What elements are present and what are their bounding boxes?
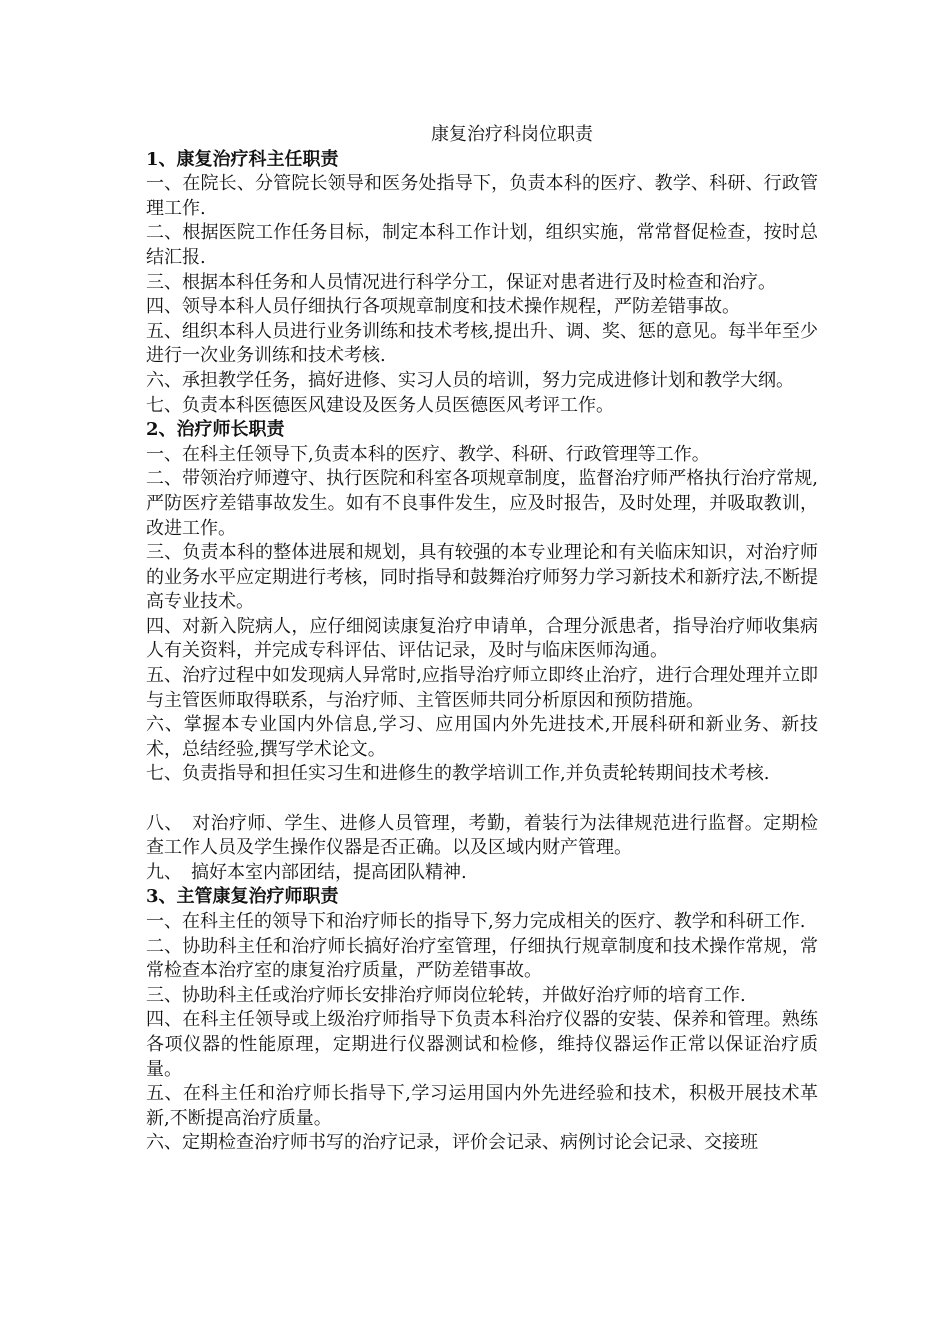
paragraph: 一、在院长、分管院长领导和医务处指导下，负责本科的医疗、教学、科研、行政管理工作. (146, 173, 818, 219)
paragraph: 一、在科主任的领导下和治疗师长的指导下,努力完成相关的医疗、教学和科研工作. (146, 911, 806, 932)
paragraph: 六、掌握本专业国内外信息,学习、应用国内外先进技术,开展科研和新业务、新技术，总结经验,撰写学术论文。 (146, 714, 818, 760)
document-body (146, 123, 818, 1156)
paragraph: 二、带领治疗师遵守、执行医院和科室各项规章制度，监督治疗师严格执行治疗常规,严防医疗差错事故发生。如有不良事件发生，应及时报告，及时处理，并吸取教训，改进工作。 (146, 468, 818, 539)
paragraph: 四、在科主任领导或上级治疗师指导下负责本科治疗仪器的安装、保养和管理。熟练各项仪器的性能原理，定期进行仪器测试和检修，维持仪器运作正常以保证治疗质量。 (146, 1009, 818, 1080)
paragraph: 六、承担教学任务，搞好进修、实习人员的培训，努力完成进修计划和教学大纲。 (146, 369, 794, 391)
paragraph: 五、组织本科人员进行业务训练和技术考核,提出升、调、奖、惩的意见。每半年至少进行一次业务训练和技术考核. (146, 320, 818, 367)
section-heading: 3、主管康复治疗师职责 (146, 886, 339, 908)
paragraph: 三、根据本科任务和人员情况进行科学分工，保证对患者进行及时检查和治疗。 (146, 271, 776, 293)
paragraph: 三、负责本科的整体进展和规划，具有较强的本专业理论和有关临床知识，对治疗师的业务水平应定期进行考核，同时指导和鼓舞治疗师努力学习新技术和新疗法,不断提高专业技术。 (146, 542, 818, 613)
paragraph: 八、 对治疗师、学生、进修人员管理，考勤，着装行为法律规范进行监督。定期检查工作人员及学生操作仪器是否正确。以及区域内财产管理。 (146, 812, 818, 859)
paragraph: 四、领导本科人员仔细执行各项规章制度和技术操作规程，严防差错事故。 (146, 296, 740, 318)
blank-line (146, 787, 818, 812)
paragraph: 九、 搞好本室内部团结，提高团队精神. (146, 861, 467, 883)
paragraph: 五、治疗过程中如发现病人异常时,应指导治疗师立即终止治疗，进行合理处理并立即与主管医师取得联系，与治疗师、主管医师共同分析原因和预防措施。 (146, 665, 818, 711)
paragraph: 六、定期检查治疗师书写的治疗记录，评价会记录、病例讨论会记录、交接班 (146, 1132, 758, 1154)
paragraph: 七、负责本科医德医风建设及医务人员医德医风考评工作。 (146, 394, 614, 416)
section-heading: 1、康复治疗科主任职责 (146, 148, 339, 170)
paragraph: 四、对新入院病人，应仔细阅读康复治疗申请单，合理分派患者，指导治疗师收集病人有关资料，并完成专科评估、评估记录，及时与临床医师沟通。 (146, 615, 818, 662)
paragraph: 三、协助科主任或治疗师长安排治疗师岗位轮转，并做好治疗师的培育工作. (146, 984, 746, 1006)
paragraph: 七、负责指导和担任实习生和进修生的教学培训工作,并负责轮转期间技术考核. (146, 763, 770, 785)
document-title: 康复治疗科岗位职责 (431, 124, 593, 145)
paragraph: 一、在科主任领导下,负责本科的医疗、教学、科研、行政管理等工作。 (146, 443, 710, 465)
paragraph: 二、根据医院工作任务目标，制定本科工作计划，组织实施，常常督促检查，按时总结汇报. (146, 222, 818, 268)
section-heading: 2、治疗师长职责 (146, 419, 285, 441)
paragraph: 五、在科主任和治疗师长指导下,学习运用国内外先进经验和技术，积极开展技术革新,不断提高治疗质量。 (146, 1083, 818, 1129)
paragraph: 二、协助科主任和治疗师长搞好治疗室管理，仔细执行规章制度和技术操作常规，常常检查本治疗室的康复治疗质量，严防差错事故。 (146, 935, 818, 982)
